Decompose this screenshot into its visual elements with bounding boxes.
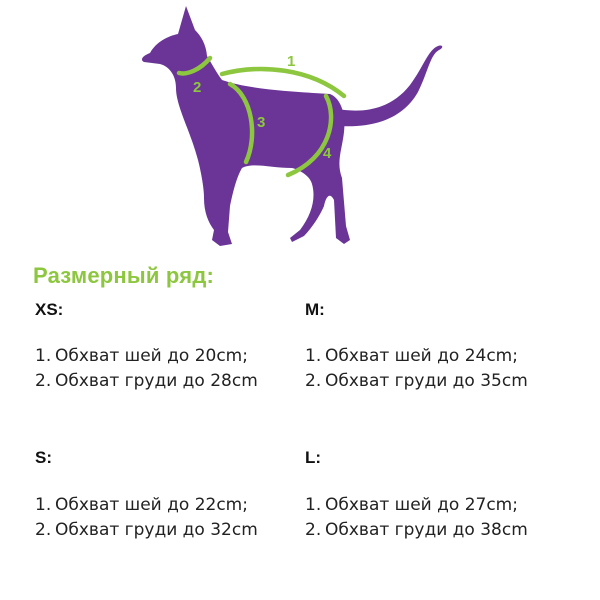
size-label-m: M: <box>305 300 325 319</box>
marker-2: 2 <box>193 79 202 96</box>
size-block-l <box>305 448 575 540</box>
size-measurements-m <box>305 344 575 394</box>
list-item: 1. Обхват шей до 24cm; <box>305 346 518 366</box>
size-label-l: L: <box>305 448 322 467</box>
list-item: 2. Обхват груди до 35cm <box>305 371 528 391</box>
list-item: 2. Обхват груди до 32cm <box>35 520 258 540</box>
size-chart-title: Размерный ряд: <box>33 263 215 288</box>
size-label-s: S: <box>35 448 52 467</box>
size-measurements-s <box>35 493 305 543</box>
size-label-xs: XS: <box>35 300 64 319</box>
size-block-m <box>305 300 575 391</box>
list-item: 2. Обхват груди до 28cm <box>35 371 258 391</box>
cat-measurement-figure <box>0 0 600 262</box>
marker-4: 4 <box>323 145 332 162</box>
list-item: 2. Обхват груди до 38cm <box>305 520 528 540</box>
list-item: 1. Обхват шей до 22cm; <box>35 495 248 515</box>
size-block-xs <box>35 300 305 391</box>
cat-silhouette-icon <box>0 0 600 262</box>
list-item: 1. Обхват шей до 20cm; <box>35 346 248 366</box>
marker-3: 3 <box>257 114 266 131</box>
size-block-s <box>35 448 305 540</box>
list-item: 1. Обхват шей до 27cm; <box>305 495 518 515</box>
size-measurements-l <box>305 493 575 543</box>
size-measurements-xs <box>35 344 305 394</box>
cat-body <box>142 6 350 246</box>
cat-tail <box>333 45 442 126</box>
marker-1: 1 <box>287 53 296 70</box>
